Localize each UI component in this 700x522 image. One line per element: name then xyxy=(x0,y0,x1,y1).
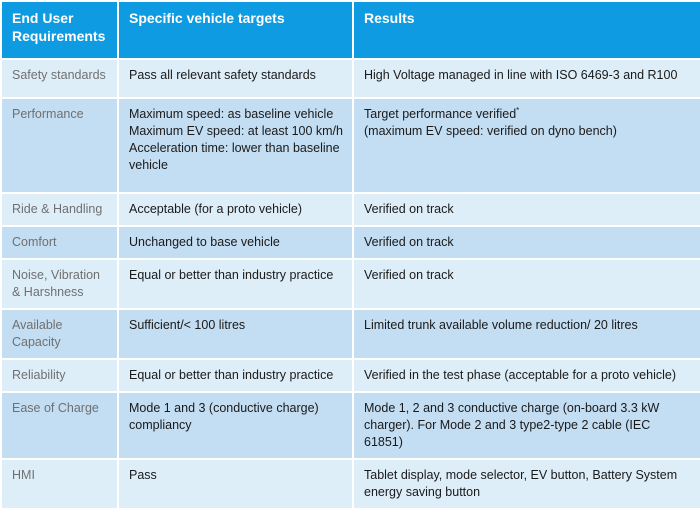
row-category: Comfort xyxy=(2,227,117,258)
row-result: High Voltage managed in line with ISO 6469-3 and R100 xyxy=(354,60,700,97)
row-category: Safety standards xyxy=(2,60,117,97)
row-category: Ride & Handling xyxy=(2,194,117,225)
row-target: Sufficient/< 100 litres xyxy=(119,310,352,358)
table-row xyxy=(2,393,700,458)
row-result: Tablet display, mode selector, EV button, Battery System energy saving button xyxy=(354,460,700,508)
table-row xyxy=(2,194,700,225)
table-row xyxy=(2,260,700,308)
row-target: Pass all relevant safety standards xyxy=(119,60,352,97)
header-row xyxy=(2,2,700,58)
header-specific-vehicle-targets: Specific vehicle targets xyxy=(119,2,352,58)
table-row xyxy=(2,310,700,358)
row-category: HMI xyxy=(2,460,117,508)
row-target: Equal or better than industry practice xyxy=(119,360,352,391)
footnote-mark: * xyxy=(516,105,520,115)
target-line: Maximum speed: as baseline vehicle xyxy=(129,107,334,121)
row-result: Verified on track xyxy=(354,260,700,308)
result-note: (maximum EV speed: verified on dyno bench) xyxy=(364,124,617,138)
row-result: Verified on track xyxy=(354,194,700,225)
target-line: Maximum EV speed: at least 100 km/h xyxy=(129,124,343,138)
row-category: Performance xyxy=(2,99,117,192)
table-row xyxy=(2,460,700,508)
row-target: Acceptable (for a proto vehicle) xyxy=(119,194,352,225)
row-result: Limited trunk available volume reduction/ 20 litres xyxy=(354,310,700,358)
row-target xyxy=(119,99,352,192)
row-target: Pass xyxy=(119,460,352,508)
row-result: Verified in the test phase (acceptable for a proto vehicle) xyxy=(354,360,700,391)
row-target: Unchanged to base vehicle xyxy=(119,227,352,258)
row-result: Verified on track xyxy=(354,227,700,258)
row-result xyxy=(354,99,700,192)
header-end-user-requirements: End User Requirements xyxy=(2,2,117,58)
row-category: Ease of Charge xyxy=(2,393,117,458)
row-category: Noise, Vibration & Harshness xyxy=(2,260,117,308)
row-result: Mode 1, 2 and 3 conductive charge (on-board 3.3 kW charger). For Mode 2 and 3 type2-type 2 cable (IEC 61851) xyxy=(354,393,700,458)
table-row xyxy=(2,360,700,391)
row-category: Reliability xyxy=(2,360,117,391)
table-row xyxy=(2,227,700,258)
result-main xyxy=(364,106,691,123)
row-target: Mode 1 and 3 (conductive charge) compliancy xyxy=(119,393,352,458)
target-line: Acceleration time: lower than baseline vehicle xyxy=(129,141,340,172)
result-text: Target performance verified xyxy=(364,107,517,121)
header-results: Results xyxy=(354,2,700,58)
table-row xyxy=(2,60,700,97)
row-category: Available Capacity xyxy=(2,310,117,358)
table-row xyxy=(2,99,700,192)
row-target: Equal or better than industry practice xyxy=(119,260,352,308)
